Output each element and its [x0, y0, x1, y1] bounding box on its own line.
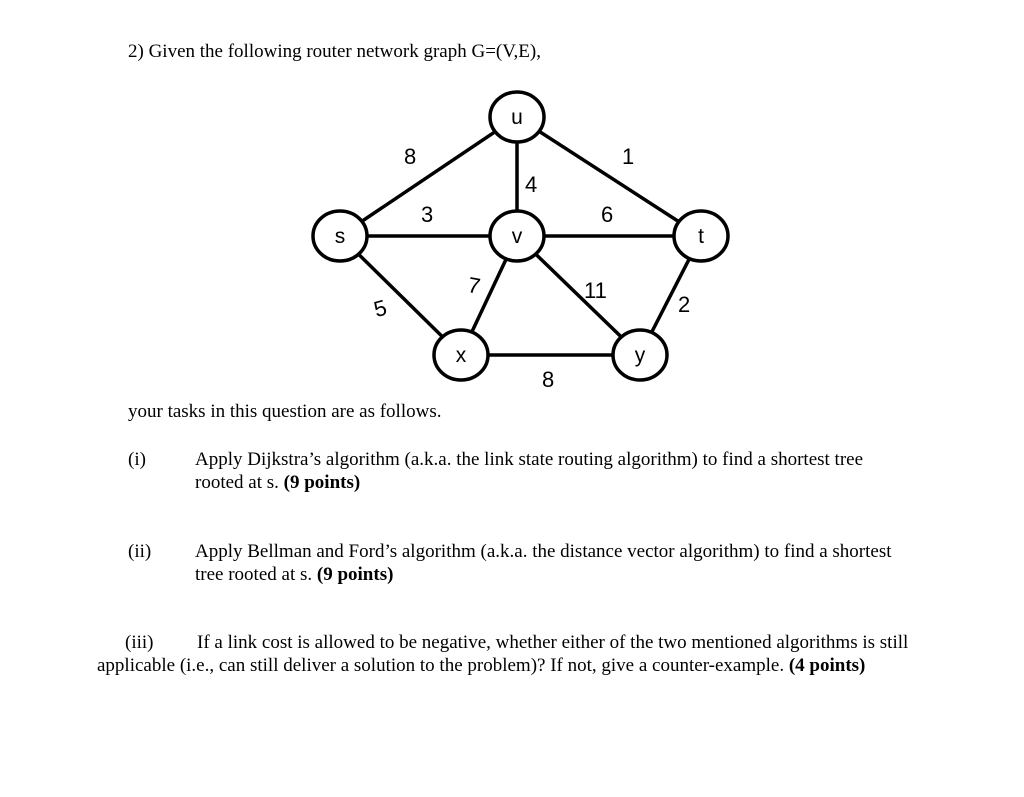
weight-u-t: 1 [622, 144, 635, 169]
weight-t-y: 2 [678, 292, 691, 317]
weight-v-t: 6 [601, 202, 614, 227]
weight-x-y: 8 [542, 367, 555, 392]
weight-x-v: 7 [465, 272, 483, 299]
weight-s-x: 5 [371, 294, 390, 323]
node-s-label: s [334, 225, 346, 248]
task-3-points: (4 points) [788, 655, 866, 676]
task-3-text [97, 631, 917, 677]
weight-u-v: 4 [525, 172, 538, 197]
node-t [674, 211, 728, 261]
task-2-number: (ii) [128, 541, 152, 562]
question-title: 2) Given the following router network graph G=(V,E), [128, 41, 541, 62]
task-2-text [195, 540, 895, 586]
task-1-text [195, 448, 915, 494]
tasks-intro: your tasks in this question are as follows. [128, 401, 442, 422]
node-u [490, 92, 544, 142]
task-2-points: (9 points) [316, 564, 394, 585]
task-1-points: (9 points) [283, 472, 361, 493]
weight-s-v: 3 [421, 202, 434, 227]
node-v-label: v [511, 225, 523, 248]
weight-v-y: 11 [584, 278, 607, 303]
task-1-number: (i) [128, 449, 146, 470]
node-y [613, 330, 667, 380]
node-x-label: x [455, 344, 467, 367]
task-1-body: Apply Dijkstra’s algorithm (a.k.a. the link state routing algorithm) to find a shortest tree rooted at s. [195, 449, 864, 493]
node-s [313, 211, 367, 261]
node-y-label: y [634, 344, 646, 367]
node-u-label: u [511, 106, 523, 129]
task-3-body: If a link cost is allowed to be negative, whether either of the two mentioned algorithms is still applicable (i.e., can still deliver a solution to the problem)? If not, give a counter-example. [97, 632, 909, 676]
task-3-number: (iii) [125, 632, 154, 653]
node-x [434, 330, 488, 380]
weight-s-u: 8 [404, 144, 417, 169]
node-t-label: t [698, 225, 704, 248]
task-2-body: Apply Bellman and Ford’s algorithm (a.k.a. the distance vector algorithm) to find a shortest tree rooted at s. [195, 541, 892, 585]
node-v [490, 211, 544, 261]
